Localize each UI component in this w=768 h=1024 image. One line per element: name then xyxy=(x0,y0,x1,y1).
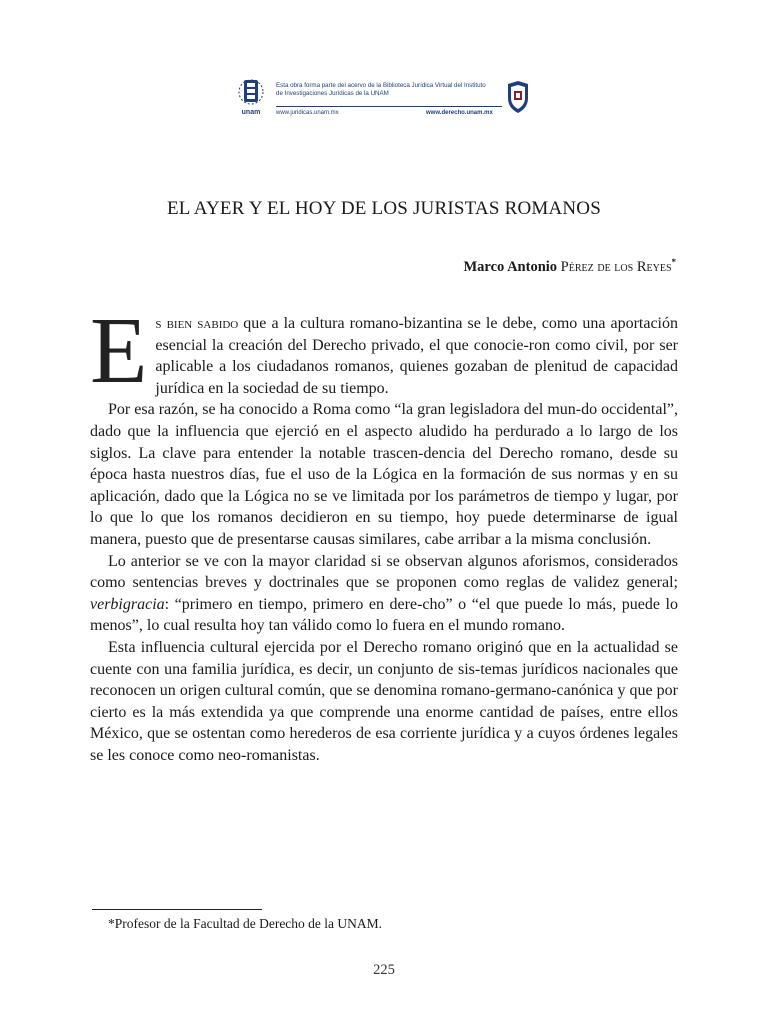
paragraph-4: Esta influencia cultural ejercida por el Derecho romano originó que en la actualidad se cuente con una familia jurídica, es decir, un conjunto de sis-temas jurídicos nacionales que reconocen un origen cultural común, que se denomina romano-germano-canónica y que por cierto es la más extendida ya que comprende una enorme cantidad de países, entre ellos México, que se ostentan como herederos de esa corriente jurídica y a cuyos órdenes legales se les conoce como neo-romanistas. xyxy=(90,638,678,764)
paragraph-3-text-a: Lo anterior se ve con la mayor claridad si se observan algunos aforismos, considerados como sentencias breves y doctrinales que se proponen como reglas de validez general; xyxy=(90,552,678,592)
article-title: EL AYER Y EL HOY DE LOS JURISTAS ROMANOS xyxy=(166,198,601,219)
banner-line-2: de Investigaciones Jurídicas de la UNAM xyxy=(276,89,389,97)
article-body xyxy=(90,299,679,766)
header-banner xyxy=(236,78,530,124)
page-number: 225 xyxy=(373,962,395,978)
author-surname: Pérez de los Reyes xyxy=(560,258,672,275)
paragraph-1 xyxy=(90,299,679,403)
author-given-name: Marco Antonio xyxy=(463,258,558,275)
paragraph-3-emphasis: verbigracia xyxy=(90,595,165,613)
footnote: *Profesor de la Facultad de Derecho de la UNAM. xyxy=(108,916,383,931)
unam-logo-icon xyxy=(236,78,266,118)
paragraph-3-text-b: : “primero en tiempo, primero en dere-cho” o “el que puede lo más, puede lo menos”, lo cual resulta hoy tan válido como lo fuera en el mundo romano. xyxy=(90,595,678,635)
drop-cap: E xyxy=(90,299,148,403)
paragraph-1-lead: s bien sabido xyxy=(155,315,239,332)
faculty-crest-icon xyxy=(506,80,530,114)
banner-line-1: Esta obra forma parte del acervo de la Biblioteca Jurídica Virtual del Instituto xyxy=(276,82,486,89)
banner-url-right[interactable]: www.derecho.unam.mx xyxy=(426,110,493,116)
paragraph-2: Por esa razón, se ha conocido a Roma como “la gran legisladora del mun-do occidental”, dado que la influencia que ejerció en el aspecto aludido ha perdurado a lo largo de los siglos. La clave para entender la notable trascen-dencia del Derecho romano, desde su época hasta nuestros días, fue el uso de la Lógica en la formación de sus normas y en su aplicación, dado que la Lógica no se ve limitada por los parámetros de tiempo y lugar, por lo que lo que los romanos decidieron en su tiempo, hoy puede determinarse de igual manera, puesto que de presentarse causas similares, cabe arribar a la misma conclusión. xyxy=(90,401,678,548)
banner-url-left[interactable]: www.juridicas.unam.mx xyxy=(276,110,339,116)
author-footnote-mark[interactable]: * xyxy=(671,257,676,267)
banner-rule xyxy=(276,106,502,107)
author-line xyxy=(463,257,676,276)
paragraph-1-text: que a la cultura romano-bizantina se le debe, como una aportación esencial la creación del Derecho privado, el que conocie-ron como civil, por ser aplicable a los ciudadanos romanos, quienes gozaban de plenitud de capacidad jurídica en la sociedad de su tiempo. xyxy=(155,315,679,397)
footnote-divider xyxy=(92,909,262,910)
unam-logo-text: unam xyxy=(241,109,261,116)
banner-text xyxy=(276,82,506,97)
paragraph-3 xyxy=(90,551,678,637)
